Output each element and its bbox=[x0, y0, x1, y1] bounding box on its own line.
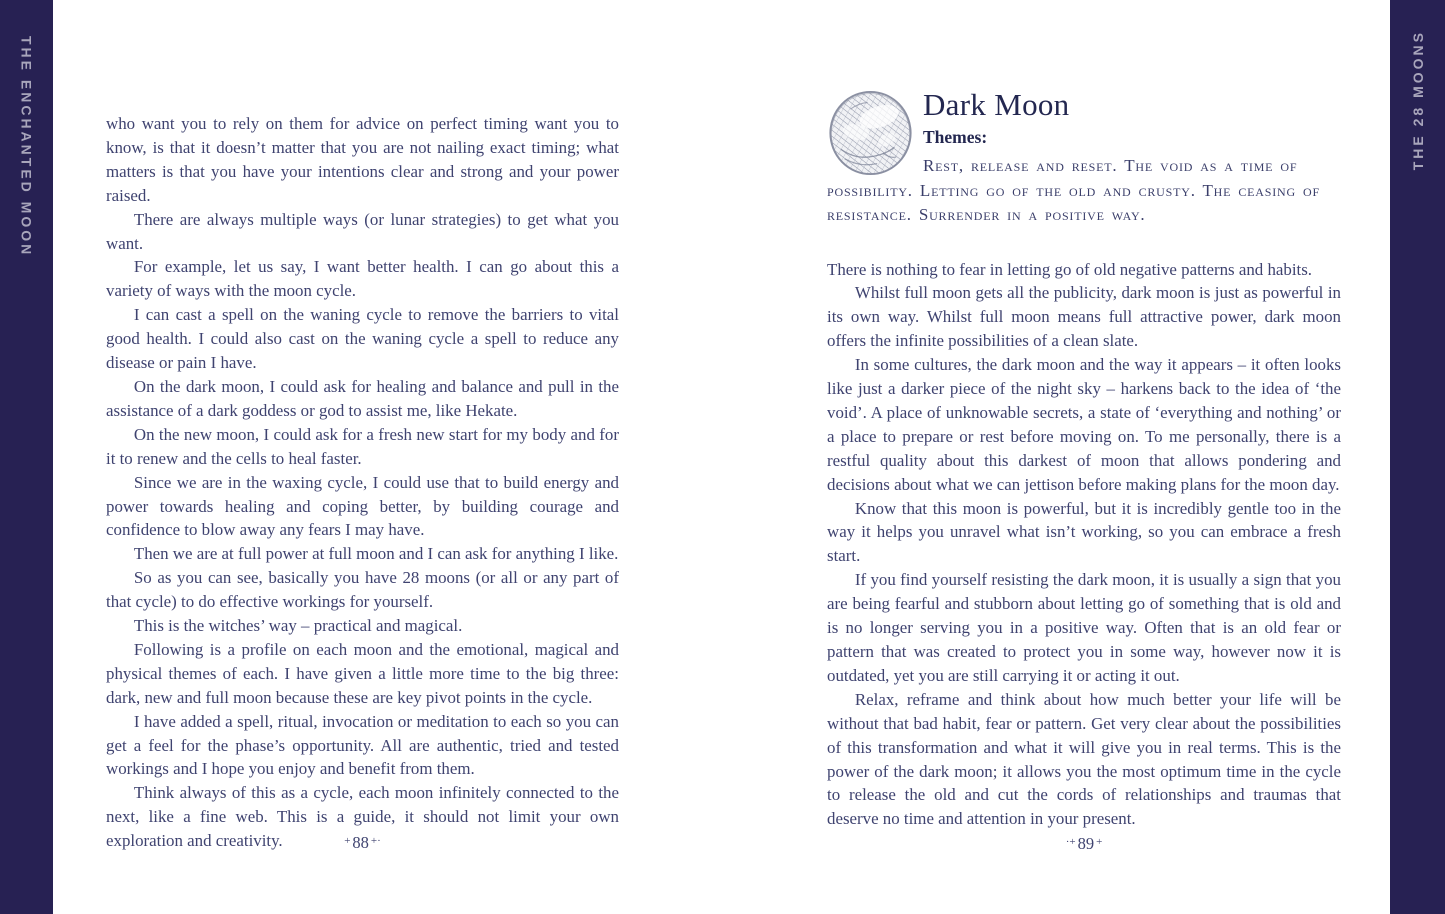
paragraph: Relax, reframe and think about how much better your life will be without that bad habit, fear or pattern. Get very clear about the possibilities of this transformation and what it will give you in real terms. This is the power of the dark moon; it allows you the most optimum time in the cycle to release the old and cut the cords of relationships and traumas that deserve no time and attention in your present. bbox=[827, 689, 1341, 829]
paragraph: Know that this moon is powerful, but it is incredibly gentle too in the way it helps you unravel what isn’t working, so you can embrace a fresh start. bbox=[827, 498, 1341, 566]
page-ornament: + bbox=[1096, 836, 1103, 848]
paragraph: If you find yourself resisting the dark moon, it is usually a sign that you are being fearful and stubborn about letting go of something that is old and is no longer serving you in a positive way. Often that is an old fear or pattern that was created to protect you in some way, however now it is outdated, yet you are still carrying it or acting it out. bbox=[827, 570, 1341, 685]
paragraph: On the dark moon, I could ask for healing and balance and pull in the assistance of a dark goddess or god to assist me, like Hekate. bbox=[106, 376, 619, 420]
page-ornament: +· bbox=[370, 835, 381, 847]
right-page-footer bbox=[827, 834, 1341, 854]
paragraph: Whilst full moon gets all the publicity, dark moon is just as powerful in its own way. Whilst full moon means full attractive power, dark moon offers the infinite possibilities of a clean slate. bbox=[827, 283, 1341, 351]
full-moon-illustration-icon bbox=[827, 90, 914, 176]
chapter-header bbox=[827, 88, 1341, 228]
page-number: 89 bbox=[1077, 834, 1095, 853]
paragraph: This is the witches’ way – practical and magical. bbox=[133, 616, 463, 636]
page-ornament: + bbox=[344, 835, 351, 847]
running-title-left: THE ENCHANTED MOON bbox=[18, 36, 35, 258]
themes-text: Rest, release and reset. The void as a time of possibility. Letting go of the old and crusty. The ceasing of resistance. Surrender in a positive way. bbox=[827, 156, 1320, 224]
paragraph: Think always of this as a cycle, each moon infinitely connected to the next, like a fine web. This is a guide, it should not limit your own exploration and creativity. bbox=[106, 783, 619, 851]
page-ornament: ·+ bbox=[1065, 836, 1076, 848]
left-page-body bbox=[106, 112, 619, 853]
paragraph: There is nothing to fear in letting go of old negative patterns and habits. bbox=[827, 259, 1313, 279]
page-number: 88 bbox=[352, 833, 369, 852]
paragraph: I have added a spell, ritual, invocation or meditation to each so you can get a feel for the phase’s opportunity. All are authentic, tried and tested workings and I hope you enjoy and benefit from them. bbox=[106, 711, 619, 779]
left-page-footer bbox=[106, 833, 619, 853]
right-page-edge-band bbox=[1390, 0, 1445, 914]
left-page bbox=[106, 112, 619, 882]
paragraph: In some cultures, the dark moon and the way it appears – it often looks like just a darker piece of the night sky – harkens back to the idea of ‘the void’. A place of unknowable secrets, a state of ‘everything and nothing’ or a place to prepare or rest before moving on. To me personally, there is a restful quality about this darkest of moon that allows pondering and decisions about what we can jettison before making plans for the moon day. bbox=[827, 355, 1341, 494]
right-page-body bbox=[827, 258, 1341, 832]
paragraph: There are always multiple ways (or lunar strategies) to get what you want. bbox=[106, 209, 619, 253]
paragraph: Following is a profile on each moon and the emotional, magical and physical themes of each. I have given a little more time to the big three: dark, new and full moon because these are key pivot points in the cycle. bbox=[106, 639, 619, 707]
left-page-edge-band bbox=[0, 0, 53, 914]
section-title: Dark Moon bbox=[923, 87, 1070, 122]
paragraph: So as you can see, basically you have 28 moons (or all or any part of that cycle) to do effective workings for yourself. bbox=[106, 568, 619, 612]
right-page bbox=[827, 88, 1341, 878]
running-title-right: THE 28 MOONS bbox=[1409, 30, 1426, 171]
paragraph: Then we are at full power at full moon and I can ask for anything I like. bbox=[133, 544, 619, 564]
paragraph: I can cast a spell on the waning cycle to remove the barriers to vital good health. I could also cast on the waning cycle a spell to reduce any disease or pain I have. bbox=[106, 305, 619, 373]
paragraph: On the new moon, I could ask for a fresh new start for my body and for it to renew and the cells to heal faster. bbox=[106, 424, 619, 468]
themes-label: Themes: bbox=[923, 127, 988, 147]
paragraph: Since we are in the waxing cycle, I could use that to build energy and power towards healing and coping better, by building courage and confidence to blow away any fears I may have. bbox=[106, 472, 619, 540]
paragraph: For example, let us say, I want better health. I can go about this a variety of ways with the moon cycle. bbox=[106, 257, 619, 301]
paragraph: who want you to rely on them for advice on perfect timing want you to know, is that it doesn’t matter that you are not nailing exact timing; what matters is that you have your intentions clear and strong and your power raised. bbox=[106, 114, 619, 205]
